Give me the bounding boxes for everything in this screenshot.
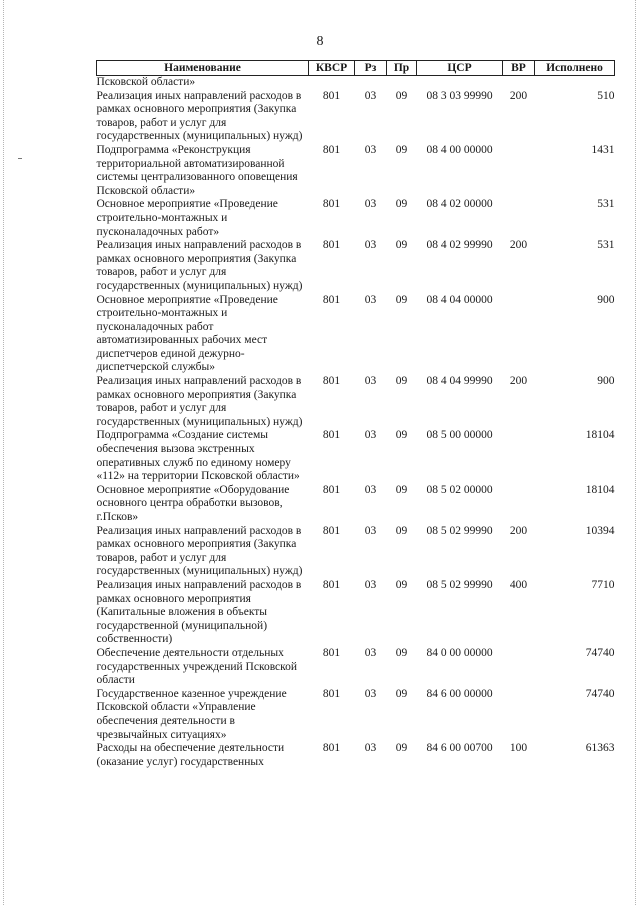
table-row (97, 688, 615, 742)
row-kvsr: 801 (322, 524, 341, 537)
row-vr (503, 198, 535, 239)
header-kvsr: КВСР (309, 61, 355, 76)
table-header (97, 61, 615, 76)
row-vr: 200 (509, 89, 528, 102)
row-csr: 08 4 04 99990 (426, 375, 493, 388)
header-pr: Пр (387, 61, 417, 76)
row-kvsr: 801 (322, 429, 341, 442)
row-name: Реализация иных направлений расходов в рамках основного мероприятия (Капитальные вложения в объекты государственной (муниципальной) собственности) (96, 578, 302, 646)
row-amount: 18104 (585, 429, 615, 442)
header-amount: Исполнено (535, 61, 615, 76)
row-amount: 10394 (585, 524, 615, 537)
row-name: Реализация иных направлений расходов в рамках основного мероприятия (Закупка товаров, работ и услуг для государственных (муниципальных) нужд) (96, 524, 303, 578)
row-vr: 200 (509, 375, 528, 388)
row-kvsr: 801 (322, 578, 341, 591)
row-rz: 03 (364, 198, 377, 211)
row-pr: 09 (395, 89, 408, 102)
row-rz: 03 (364, 524, 377, 537)
row-rz: 03 (364, 143, 377, 156)
header-name: Наименование (97, 61, 309, 76)
row-name: Государственное казенное учреждение Псковской области «Управление обеспечения деятельности в чрезвычайных ситуациях» (96, 687, 287, 741)
row-pr (387, 76, 417, 90)
scan-speck (18, 158, 22, 159)
row-name: Основное мероприятие «Проведение строительно-монтажных и пусконаладочных работ» (96, 198, 278, 238)
table-row (97, 239, 615, 293)
table-row (97, 144, 615, 198)
row-vr: 400 (509, 578, 528, 591)
row-vr (503, 294, 535, 376)
row-pr: 09 (395, 646, 408, 659)
row-kvsr: 801 (322, 687, 341, 700)
row-csr: 08 4 04 00000 (426, 293, 493, 306)
row-vr (503, 484, 535, 525)
table-row (97, 294, 615, 376)
row-pr: 09 (395, 375, 408, 388)
row-vr: 200 (509, 239, 528, 252)
table-body (97, 76, 615, 770)
row-name: Основное мероприятие «Проведение строительно-монтажных и пусконаладочных работ автоматизированных рабочих мест диспетчеров единой дежурно-диспетчерской службы» (96, 293, 278, 374)
row-name: Основное мероприятие «Оборудование основного центра обработки вызовов, г.Псков» (96, 483, 290, 523)
row-rz: 03 (364, 429, 377, 442)
row-rz: 03 (364, 483, 377, 496)
row-kvsr: 801 (322, 198, 341, 211)
table-row (97, 579, 615, 647)
header-csr: ЦСР (417, 61, 503, 76)
scan-edge-left (3, 0, 5, 905)
row-csr: 08 5 02 00000 (426, 483, 493, 496)
row-vr (503, 144, 535, 198)
row-csr: 08 5 02 99990 (426, 524, 493, 537)
row-name: Реализация иных направлений расходов в рамках основного мероприятия (Закупка товаров, работ и услуг для государственных (муниципальных) нужд) (96, 89, 303, 143)
table-row (97, 90, 615, 144)
row-kvsr: 801 (322, 375, 341, 388)
row-vr (503, 688, 535, 742)
table-row (97, 429, 615, 483)
row-rz: 03 (364, 89, 377, 102)
row-csr: 08 4 02 00000 (426, 198, 493, 211)
row-amount: 74740 (585, 646, 615, 659)
row-amount: 1431 (591, 143, 615, 156)
row-pr: 09 (395, 483, 408, 496)
row-amount: 900 (597, 375, 615, 388)
row-csr: 84 6 00 00700 (426, 742, 493, 755)
row-amount: 7710 (591, 578, 615, 591)
row-pr: 09 (395, 143, 408, 156)
row-kvsr (309, 76, 355, 90)
row-amount: 510 (597, 89, 615, 102)
row-pr: 09 (395, 524, 408, 537)
row-name: Обеспечение деятельности отдельных государственных учреждений Псковской области (96, 646, 298, 687)
row-rz: 03 (364, 742, 377, 755)
row-vr (503, 76, 535, 90)
header-vr: ВР (503, 61, 535, 76)
row-pr: 09 (395, 578, 408, 591)
row-rz: 03 (364, 375, 377, 388)
row-pr: 09 (395, 293, 408, 306)
row-csr: 08 5 00 00000 (426, 429, 493, 442)
row-csr (417, 76, 503, 90)
row-csr: 08 3 03 99990 (426, 89, 493, 102)
row-pr: 09 (395, 742, 408, 755)
table-row (97, 484, 615, 525)
row-csr: 84 6 00 00000 (426, 687, 493, 700)
row-vr (503, 647, 535, 688)
row-rz: 03 (364, 293, 377, 306)
table-row (97, 375, 615, 429)
row-vr: 100 (509, 742, 528, 755)
row-kvsr: 801 (322, 89, 341, 102)
row-amount: 900 (597, 293, 615, 306)
row-kvsr: 801 (322, 143, 341, 156)
table-row (97, 525, 615, 579)
row-rz: 03 (364, 578, 377, 591)
row-vr (503, 429, 535, 483)
row-pr: 09 (395, 429, 408, 442)
row-amount: 531 (597, 239, 615, 252)
row-pr: 09 (395, 687, 408, 700)
row-kvsr: 801 (322, 646, 341, 659)
row-csr: 84 0 00 00000 (426, 646, 493, 659)
row-rz: 03 (364, 239, 377, 252)
row-name: Реализация иных направлений расходов в рамках основного мероприятия (Закупка товаров, работ и услуг для государственных (муниципальных) нужд) (96, 239, 303, 292)
row-csr: 08 4 02 99990 (426, 239, 493, 252)
row-kvsr: 801 (322, 239, 341, 252)
row-rz: 03 (364, 646, 377, 659)
table-row (97, 742, 615, 769)
row-kvsr: 801 (322, 293, 341, 306)
header-rz: Рз (355, 61, 387, 76)
row-amount: 61363 (585, 742, 615, 755)
row-csr: 08 4 00 00000 (426, 143, 493, 156)
row-rz: 03 (364, 687, 377, 700)
row-rz (355, 76, 387, 90)
table-row (97, 647, 615, 688)
row-amount (535, 76, 615, 90)
budget-table (96, 60, 615, 769)
row-name: Реализация иных направлений расходов в рамках основного мероприятия (Закупка товаров, работ и услуг для государственных (муниципальных) нужд) (96, 375, 303, 428)
row-csr: 08 5 02 99990 (426, 578, 493, 591)
table-row (97, 198, 615, 239)
page-number: 8 (316, 34, 324, 49)
row-name: Расходы на обеспечение деятельности (оказание услуг) государственных (96, 742, 285, 768)
row-vr: 200 (509, 524, 528, 537)
row-pr: 09 (395, 239, 408, 252)
row-amount: 74740 (585, 687, 615, 700)
row-amount: 531 (597, 198, 615, 211)
row-pr: 09 (395, 198, 408, 211)
table-row (97, 76, 615, 90)
row-name: Подпрограмма «Реконструкция территориальной автоматизированной системы централизованного оповещения Псковской области» (96, 143, 298, 197)
row-kvsr: 801 (322, 742, 341, 755)
row-name: Псковской области» (96, 76, 196, 88)
row-amount: 18104 (585, 483, 615, 496)
row-kvsr: 801 (322, 483, 341, 496)
row-name: Подпрограмма «Создание системы обеспечения вызова экстренных оперативных служб по единому номеру «112» на территории Псковской области» (96, 429, 300, 483)
scan-edge-right (635, 0, 637, 905)
